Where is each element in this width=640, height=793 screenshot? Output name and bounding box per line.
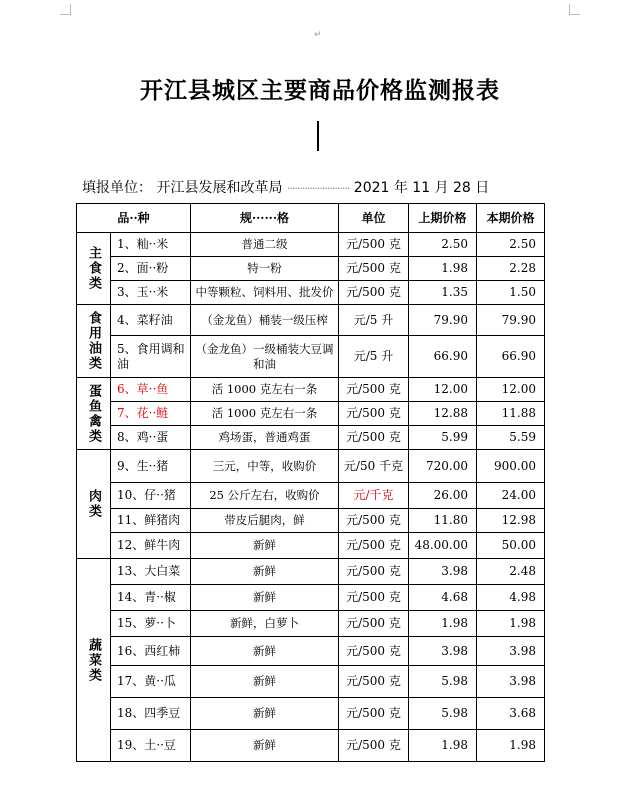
table-row: [77, 233, 545, 257]
item-prev-price: 1.98: [409, 611, 477, 637]
table-row: [77, 698, 545, 730]
header-curr-price: 本期价格: [477, 204, 545, 233]
item-unit: 元/5 升: [339, 336, 409, 378]
item-name: 10、仔··猪: [111, 483, 191, 509]
item-curr-price: 79.90: [477, 305, 545, 336]
item-curr-price: 50.00: [477, 533, 545, 559]
item-prev-price: 4.68: [409, 585, 477, 611]
report-info-line: [82, 177, 572, 197]
item-spec: 特一粉: [191, 257, 339, 281]
header-unit: 单位: [339, 204, 409, 233]
item-name: 16、西红柿: [111, 637, 191, 666]
table-row: [77, 426, 545, 450]
item-spec: 新鲜: [191, 637, 339, 666]
item-unit: 元/500 克: [339, 509, 409, 533]
item-prev-price: 1.98: [409, 730, 477, 762]
category-cell: [77, 559, 111, 762]
item-unit: 元/500 克: [339, 281, 409, 305]
item-prev-price: 2.50: [409, 233, 477, 257]
item-spec: 新鲜: [191, 533, 339, 559]
item-curr-price: 12.98: [477, 509, 545, 533]
leader-dots: ·························: [286, 182, 350, 195]
item-spec: 中等颗粒、饲料用、批发价: [191, 281, 339, 305]
text-cursor: [317, 121, 319, 151]
item-unit: 元/500 克: [339, 402, 409, 426]
item-prev-price: 1.35: [409, 281, 477, 305]
item-name: 11、鲜猪肉: [111, 509, 191, 533]
table-header-row: [77, 204, 545, 233]
item-prev-price: 26.00: [409, 483, 477, 509]
report-date: 2021 年 11 月 28 日: [353, 180, 490, 196]
item-prev-price: 12.00: [409, 378, 477, 402]
item-name: 17、黄··瓜: [111, 666, 191, 698]
table-row: [77, 336, 545, 378]
item-prev-price: 3.98: [409, 637, 477, 666]
item-spec: 新鲜，白萝卜: [191, 611, 339, 637]
item-spec: 新鲜: [191, 585, 339, 611]
item-spec: 普通二级: [191, 233, 339, 257]
item-unit: 元/500 克: [339, 533, 409, 559]
table-row: [77, 450, 545, 483]
page-corner-mark-top-left: [60, 4, 71, 15]
item-name: 4、菜籽油: [111, 305, 191, 336]
item-unit: 元/500 克: [339, 378, 409, 402]
item-spec: 新鲜: [191, 666, 339, 698]
item-curr-price: 11.88: [477, 402, 545, 426]
item-curr-price: 12.00: [477, 378, 545, 402]
item-prev-price: 3.98: [409, 559, 477, 585]
item-prev-price: 5.98: [409, 698, 477, 730]
paragraph-mark: ↵: [314, 30, 322, 40]
item-prev-price: 12.88: [409, 402, 477, 426]
item-name: 8、鸡··蛋: [111, 426, 191, 450]
item-prev-price: 66.90: [409, 336, 477, 378]
item-spec: 新鲜: [191, 698, 339, 730]
item-prev-price: 5.99: [409, 426, 477, 450]
item-curr-price: 4.98: [477, 585, 545, 611]
item-spec: 三元，中等，收购价: [191, 450, 339, 483]
item-unit: 元/500 克: [339, 559, 409, 585]
item-prev-price: 48.00.00: [409, 533, 477, 559]
item-curr-price: 2.50: [477, 233, 545, 257]
item-unit: 元/500 克: [339, 730, 409, 762]
item-curr-price: 1.98: [477, 611, 545, 637]
table-row: [77, 637, 545, 666]
item-unit: 元/千克: [339, 483, 409, 509]
table-body: [77, 233, 545, 762]
item-name: 15、萝··卜: [111, 611, 191, 637]
item-name: 14、青··椒: [111, 585, 191, 611]
item-unit: 元/500 克: [339, 698, 409, 730]
item-name: 5、食用调和油: [111, 336, 191, 378]
price-table: [76, 203, 545, 762]
item-prev-price: 5.98: [409, 666, 477, 698]
item-prev-price: 79.90: [409, 305, 477, 336]
item-name: 13、大白菜: [111, 559, 191, 585]
item-name: 1、籼··米: [111, 233, 191, 257]
report-title: 开江县城区主要商品价格监测报表: [140, 77, 500, 104]
item-spec: 活 1000 克左右一条: [191, 402, 339, 426]
reporting-unit: 开江县发展和改革局: [156, 180, 283, 196]
item-spec: 带皮后腿肉，鲜: [191, 509, 339, 533]
item-name: 6、草··鱼: [111, 378, 191, 402]
item-unit: 元/5 升: [339, 305, 409, 336]
header-prev-price: 上期价格: [409, 204, 477, 233]
item-name: 18、四季豆: [111, 698, 191, 730]
table-row: [77, 730, 545, 762]
item-name: 2、面··粉: [111, 257, 191, 281]
item-curr-price: 3.98: [477, 666, 545, 698]
item-spec: 活 1000 克左右一条: [191, 378, 339, 402]
item-name: 9、生··猪: [111, 450, 191, 483]
item-unit: 元/50 千克: [339, 450, 409, 483]
item-prev-price: 11.80: [409, 509, 477, 533]
item-name: 12、鲜牛肉: [111, 533, 191, 559]
item-curr-price: 1.50: [477, 281, 545, 305]
category-label: 蔬菜类: [86, 637, 101, 683]
item-name: 3、玉··米: [111, 281, 191, 305]
category-cell: [77, 233, 111, 305]
table-row: [77, 305, 545, 336]
table-row: [77, 378, 545, 402]
table-row: [77, 483, 545, 509]
category-label: 食用油类: [86, 311, 101, 371]
item-name: 7、花··鲢: [111, 402, 191, 426]
item-spec: 新鲜: [191, 730, 339, 762]
category-label: 肉类: [86, 489, 101, 519]
category-cell: [77, 305, 111, 378]
item-unit: 元/500 克: [339, 426, 409, 450]
table-row: [77, 533, 545, 559]
item-spec: （金龙鱼）桶装一级压榨: [191, 305, 339, 336]
table-row: [77, 559, 545, 585]
item-curr-price: 3.68: [477, 698, 545, 730]
item-name: 19、土··豆: [111, 730, 191, 762]
item-curr-price: 900.00: [477, 450, 545, 483]
item-unit: 元/500 克: [339, 257, 409, 281]
category-cell: [77, 450, 111, 559]
item-unit: 元/500 克: [339, 666, 409, 698]
item-curr-price: 2.28: [477, 257, 545, 281]
table-row: [77, 257, 545, 281]
item-spec: 新鲜: [191, 559, 339, 585]
table-row: [77, 281, 545, 305]
item-curr-price: 1.98: [477, 730, 545, 762]
item-spec: 鸡场蛋，普通鸡蛋: [191, 426, 339, 450]
category-cell: [77, 378, 111, 450]
table-row: [77, 509, 545, 533]
item-prev-price: 720.00: [409, 450, 477, 483]
header-variety: 品··种: [77, 204, 191, 233]
category-label: 蛋鱼禽类: [86, 383, 101, 444]
header-spec: 规······格: [191, 204, 339, 233]
item-curr-price: 2.48: [477, 559, 545, 585]
category-label: 主食类: [86, 246, 101, 291]
item-spec: （金龙鱼）一级桶装大豆调和油: [191, 336, 339, 378]
item-curr-price: 66.90: [477, 336, 545, 378]
item-prev-price: 1.98: [409, 257, 477, 281]
item-curr-price: 24.00: [477, 483, 545, 509]
item-unit: 元/500 克: [339, 585, 409, 611]
item-unit: 元/500 克: [339, 637, 409, 666]
item-curr-price: 5.59: [477, 426, 545, 450]
table-row: [77, 666, 545, 698]
table-row: [77, 402, 545, 426]
item-unit: 元/500 克: [339, 611, 409, 637]
table-row: [77, 611, 545, 637]
item-spec: 25 公斤左右，收购价: [191, 483, 339, 509]
table-row: [77, 585, 545, 611]
item-curr-price: 3.98: [477, 637, 545, 666]
item-unit: 元/500 克: [339, 233, 409, 257]
reporting-unit-label: 填报单位：: [82, 180, 152, 196]
page-corner-mark-top-right: [569, 4, 580, 15]
